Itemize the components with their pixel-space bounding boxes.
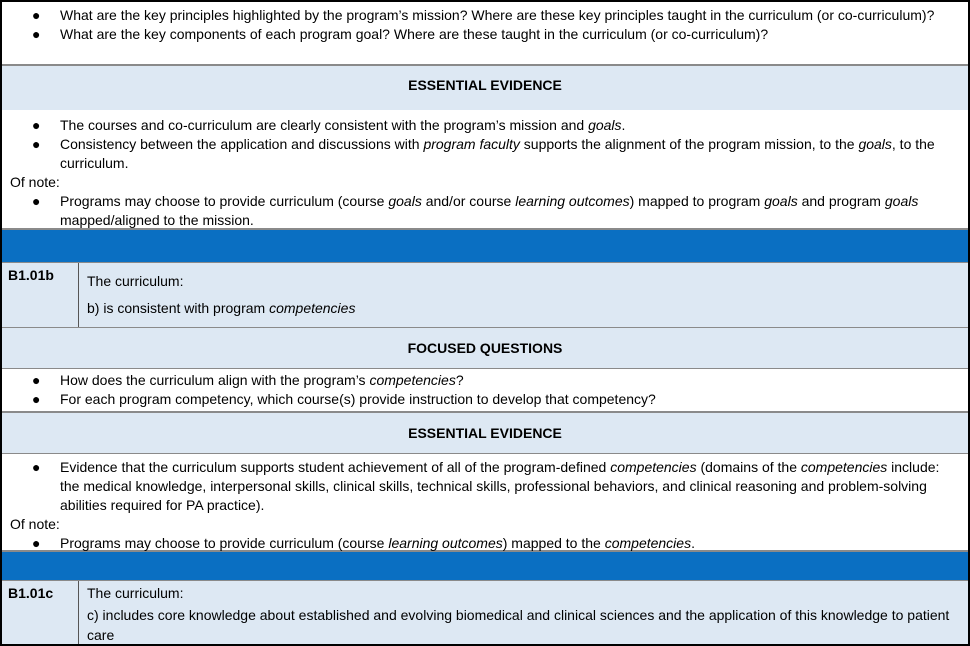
list-item-text: For each program competency, which course(s) provide instruction to develop that competency? — [60, 391, 656, 407]
list-item — [8, 6, 962, 25]
top-questions-list — [2, 2, 968, 65]
section-divider-bar-2 — [2, 551, 968, 580]
standard-b1-01b — [2, 262, 968, 327]
bullet-icon: ● — [32, 136, 41, 152]
list-item — [8, 371, 962, 390]
essential-evidence-header: ESSENTIAL EVIDENCE — [2, 65, 968, 110]
list-item-text: Consistency between the application and discussions with program faculty supports the alignment of the program mission, to the goals, to the curriculum. — [60, 136, 935, 171]
standard-b1-01c — [2, 580, 968, 646]
bullet-icon: ● — [32, 117, 41, 133]
bullet-icon: ● — [32, 535, 41, 551]
standard-text: b) is consistent with program competencies — [87, 300, 356, 316]
of-note-label-2: Of note: — [10, 516, 60, 532]
list-item-text: Programs may choose to provide curriculum (course learning outcomes) mapped to the competencies. — [60, 535, 695, 551]
section-divider-bar — [2, 229, 968, 262]
standard-text-c: c) includes core knowledge about established and evolving biomedical and clinical sciences and the application of this knowledge to patient care — [87, 607, 950, 643]
essential-evidence-header-2: ESSENTIAL EVIDENCE — [2, 412, 968, 453]
list-item — [8, 192, 962, 230]
list-item — [8, 25, 962, 44]
list-item-text: Programs may choose to provide curriculum (course goals and/or course learning outcomes) mapped to program goals and program goals mapped/aligned to the mission. — [60, 193, 919, 228]
standard-code-c: B1.01c — [2, 581, 79, 646]
standard-intro-c: The curriculum: — [87, 585, 184, 601]
standard-intro: The curriculum: — [87, 273, 184, 289]
essential-evidence-section — [2, 110, 968, 229]
list-item-text: How does the curriculum align with the program’s competencies? — [60, 372, 464, 388]
bullet-icon: ● — [32, 372, 41, 388]
of-note-label: Of note: — [10, 174, 60, 190]
list-item — [8, 390, 962, 409]
bullet-icon: ● — [32, 459, 41, 475]
list-item — [8, 135, 962, 173]
list-item-text: What are the key components of each program goal? Where are these taught in the curriculum (or co-curriculum)? — [60, 26, 769, 42]
focused-questions-list — [2, 368, 968, 412]
list-item — [8, 534, 962, 553]
standard-code: B1.01b — [2, 263, 79, 327]
note-list-2 — [8, 534, 962, 553]
bullet-icon: ● — [32, 391, 41, 407]
note-list — [8, 192, 962, 230]
evidence-list — [8, 116, 962, 173]
essential-evidence-section-2 — [2, 453, 968, 551]
bullet-icon: ● — [32, 193, 41, 209]
bullet-icon: ● — [32, 26, 41, 42]
list-item-text: The courses and co-curriculum are clearly consistent with the program’s mission and goals. — [60, 117, 626, 133]
list-item-text: What are the key principles highlighted by the program’s mission? Where are these key principles taught in the curriculum (or co-curriculum)? — [60, 7, 935, 23]
list-item — [8, 116, 962, 135]
list-item-text: Evidence that the curriculum supports student achievement of all of the program-defined competencies (domains of the competencies include: the medical knowledge, interpersonal skills, clinical skills, technical skills, professional behaviors, and clinical reasoning and problem-solving abilities required for PA practice). — [60, 459, 940, 513]
evidence-list-2 — [8, 458, 962, 515]
bullet-icon: ● — [32, 7, 41, 23]
list-item — [8, 458, 962, 515]
focused-questions-header: FOCUSED QUESTIONS — [2, 327, 968, 368]
